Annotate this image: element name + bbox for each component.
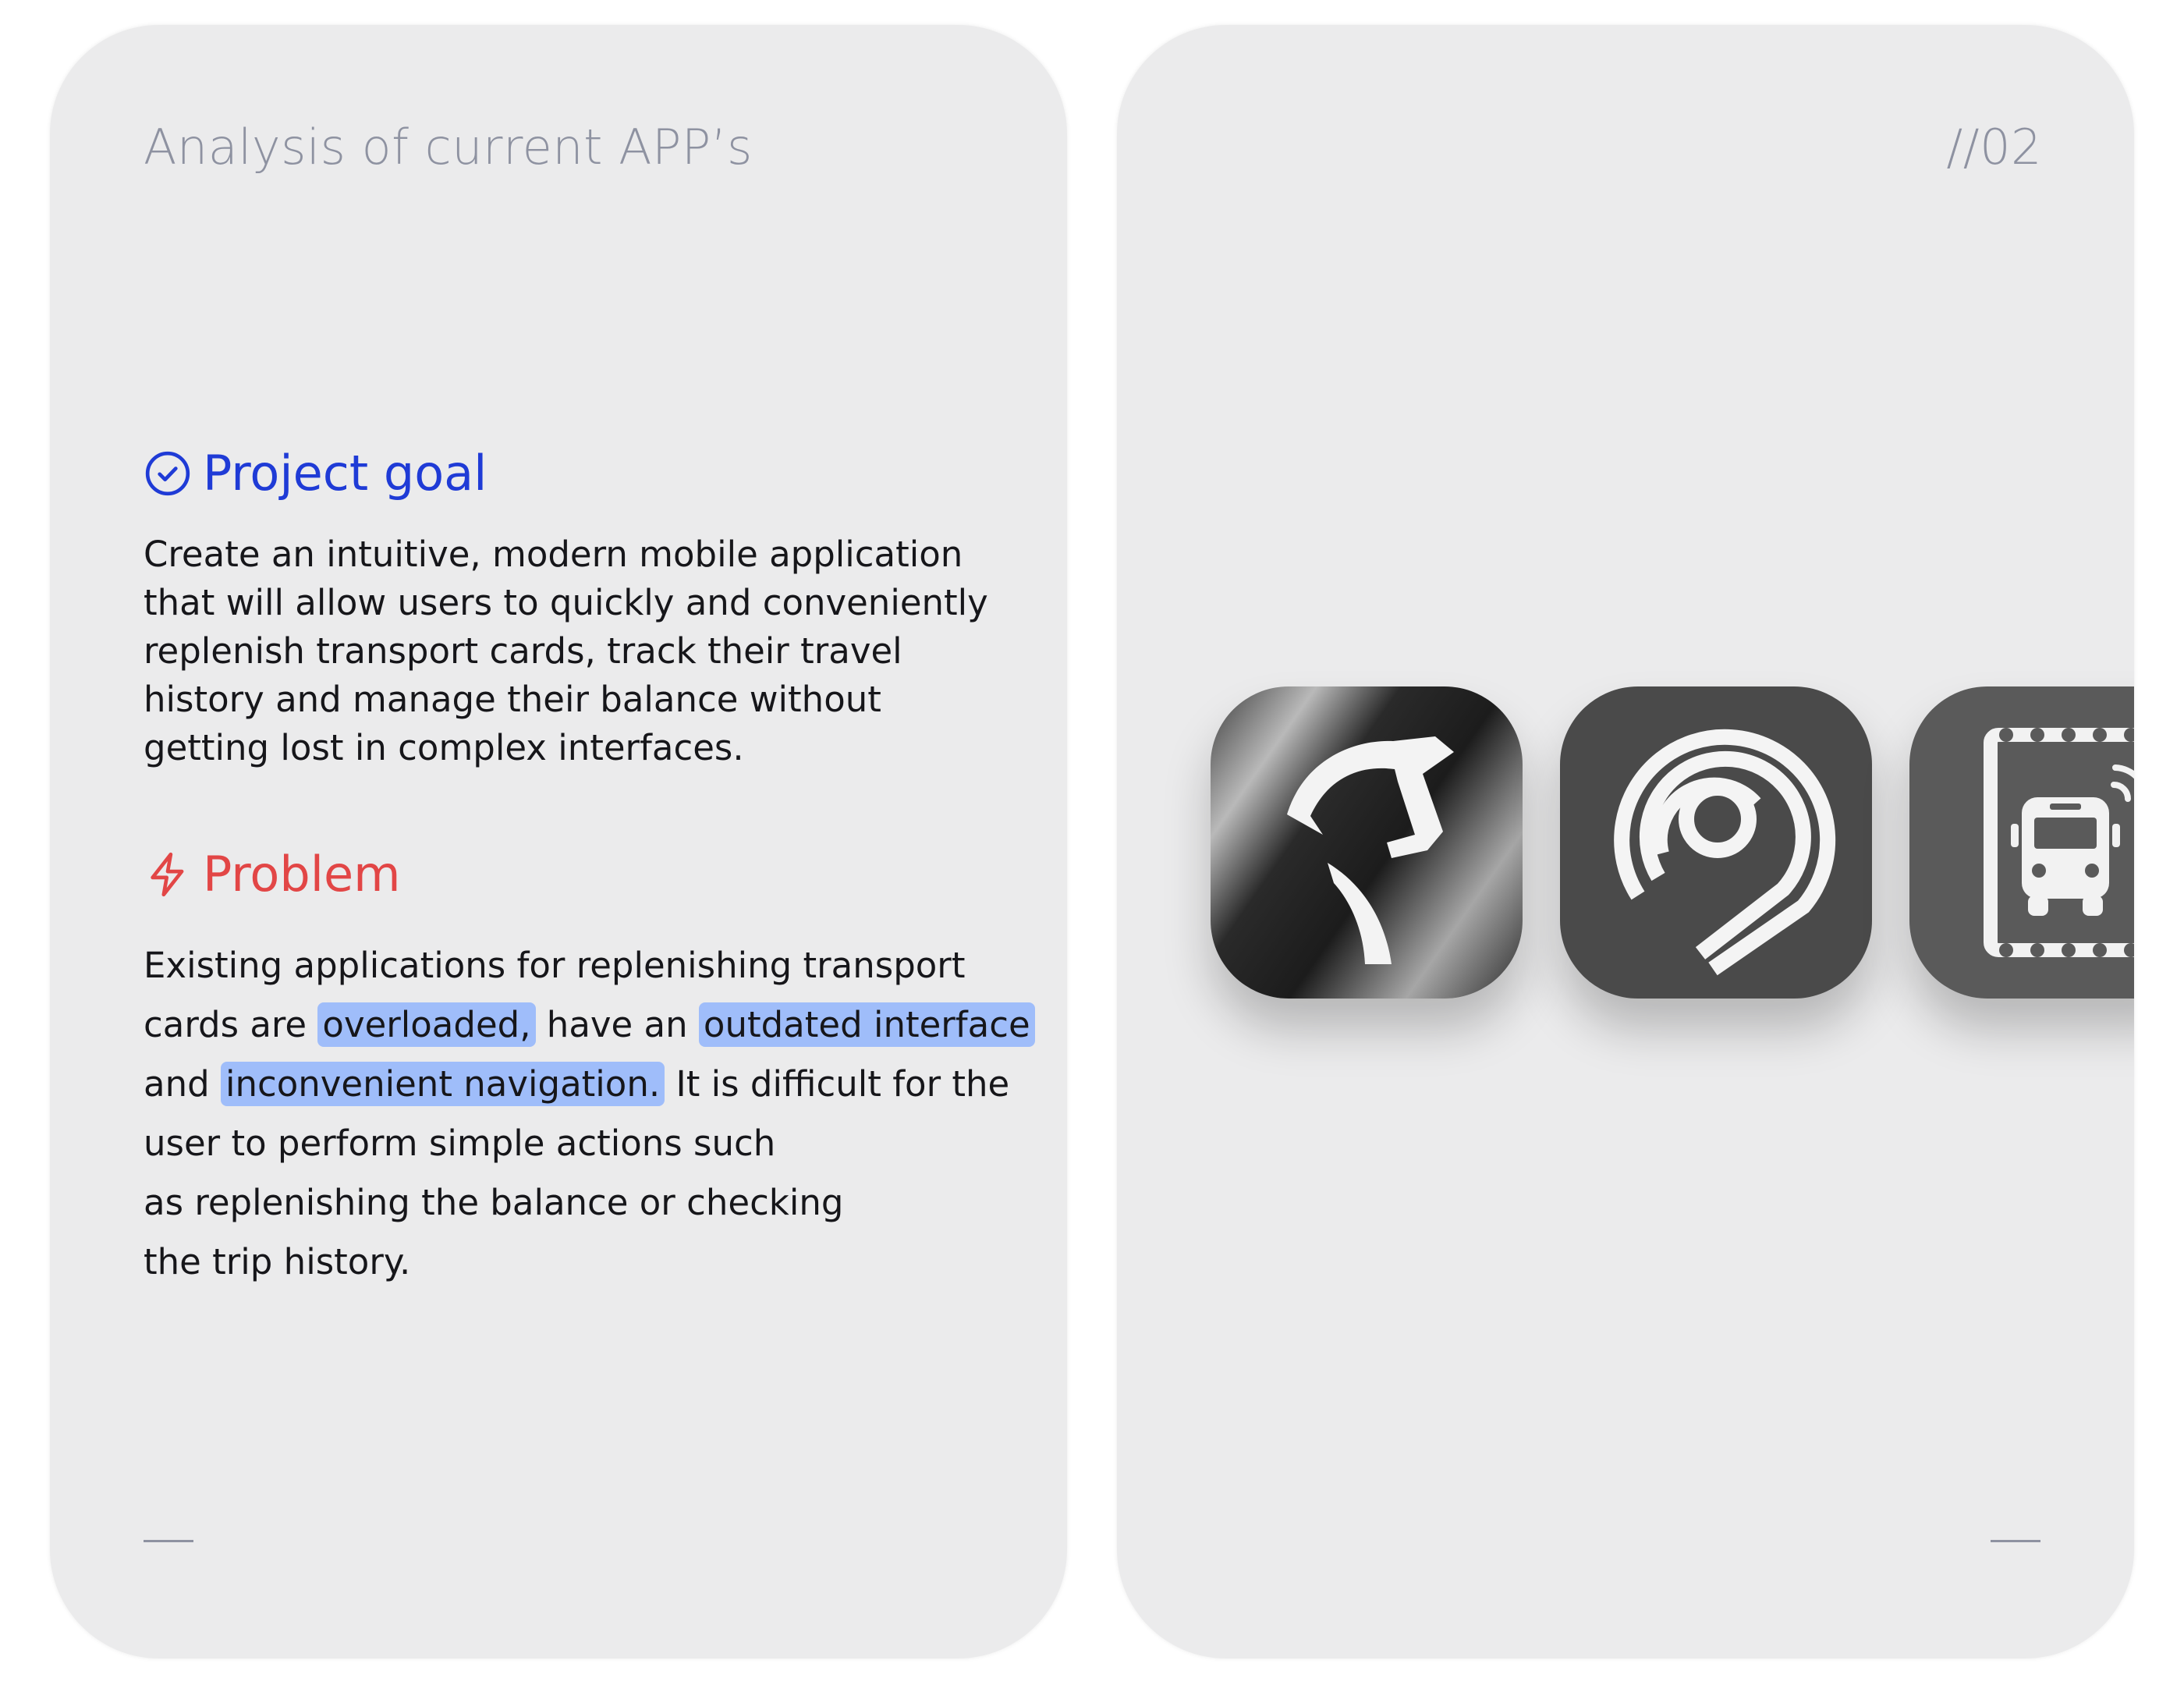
goal-line: getting lost in complex interfaces. (144, 727, 744, 768)
project-goal-text (144, 530, 988, 772)
horse-logo-icon (1211, 686, 1523, 999)
check-circle-icon (144, 449, 192, 498)
horse-logo-graphic (1211, 686, 1523, 999)
problem-text-fragment: cards are (144, 1004, 318, 1045)
project-goal-heading (144, 445, 487, 502)
problem-line: the trip history. (144, 1241, 411, 1282)
bus-ticket-icon (1909, 686, 2134, 999)
right-page-card (1117, 25, 2134, 1658)
problem-line: user to perform simple actions such (144, 1123, 776, 1164)
problem-title: Problem (203, 846, 401, 903)
goal-line: replenish transport cards, track their travel (144, 630, 902, 672)
goal-line: that will allow users to quickly and conveniently (144, 582, 988, 623)
problem-text-fragment: have an (535, 1004, 699, 1045)
footer-divider (1991, 1540, 2040, 1542)
problem-line: as replenishing the balance or checking (144, 1182, 844, 1223)
location-pin-graphic (1560, 686, 1872, 999)
highlight-outdated-interface: outdated interface (699, 1002, 1035, 1047)
problem-line (144, 995, 1035, 1055)
project-goal-title: Project goal (203, 445, 488, 502)
highlight-inconvenient-navigation: inconvenient navigation. (221, 1062, 665, 1106)
footer-divider (144, 1540, 193, 1542)
left-page-card (50, 25, 1067, 1658)
lightning-icon (144, 850, 192, 899)
problem-text (144, 936, 1035, 1292)
location-pin-nine-icon (1560, 686, 1872, 999)
problem-text-fragment: It is difficult for the (665, 1063, 1010, 1105)
goal-line: history and manage their balance without (144, 679, 881, 720)
goal-line: Create an intuitive, modern mobile application (144, 534, 963, 575)
page-number: //02 (1946, 119, 2042, 176)
section-eyebrow: Analysis of current APP’s (144, 119, 753, 176)
bus-ticket-graphic (1909, 686, 2134, 999)
problem-line: Existing applications for replenishing transport (144, 945, 966, 986)
problem-text-fragment: and (144, 1063, 221, 1105)
problem-line (144, 1055, 1035, 1114)
problem-heading (144, 846, 400, 903)
highlight-overloaded: overloaded, (317, 1002, 535, 1047)
